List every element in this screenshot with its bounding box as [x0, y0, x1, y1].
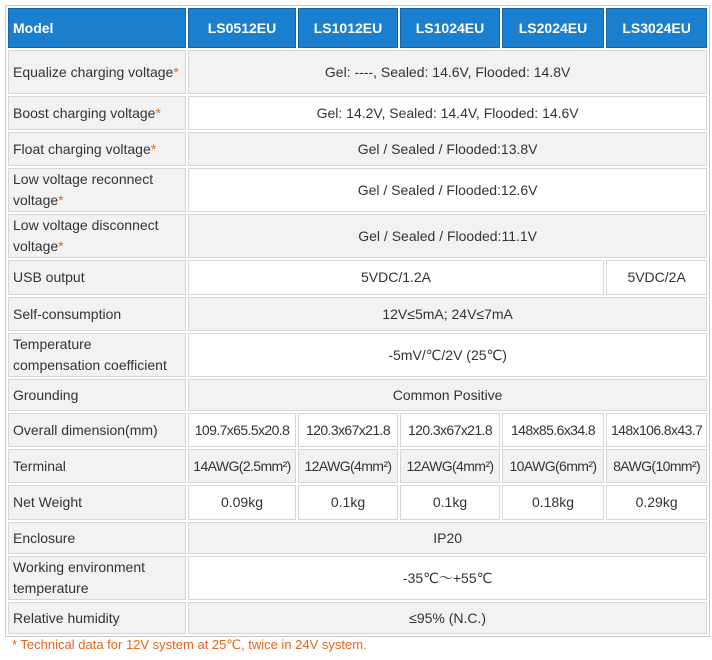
- asterisk: *: [173, 63, 179, 80]
- row-value: 8AWG(10mm²): [606, 449, 707, 483]
- row-value: ≤95% (N.C.): [188, 602, 707, 634]
- header-row: [8, 8, 707, 48]
- row-label: [8, 96, 186, 130]
- row-label: Overall dimension(mm): [8, 413, 186, 447]
- row-enclosure: [8, 522, 707, 554]
- row-label: Grounding: [8, 379, 186, 411]
- row-value: -35℃～+55℃: [188, 556, 707, 600]
- spec-table: [6, 6, 709, 636]
- row-value: 12V≤5mA; 24V≤7mA: [188, 297, 707, 331]
- model-header-ls1024eu: LS1024EU: [400, 8, 500, 48]
- row-value: 148x85.6x34.8: [502, 413, 604, 447]
- row-value: -5mV/℃/2V (25℃): [188, 333, 707, 377]
- row-label: [8, 214, 186, 258]
- label-text: Boost charging voltage: [13, 104, 156, 121]
- row-value: 120.3x67x21.8: [298, 413, 398, 447]
- model-header-ls0512eu: LS0512EU: [188, 8, 296, 48]
- row-weight: [8, 485, 707, 520]
- asterisk: *: [155, 104, 161, 121]
- row-label: Enclosure: [8, 522, 186, 554]
- asterisk: *: [58, 238, 64, 254]
- row-value: 12AWG(4mm²): [298, 449, 398, 483]
- row-label: Terminal: [8, 449, 186, 483]
- row-float: [8, 132, 707, 166]
- row-value: Gel: ----, Sealed: 14.6V, Flooded: 14.8V: [188, 50, 707, 94]
- row-self-consumption: [8, 297, 707, 331]
- row-value: 14AWG(2.5mm²): [188, 449, 296, 483]
- row-usb: [8, 260, 707, 295]
- model-header-ls3024eu: LS3024EU: [606, 8, 707, 48]
- row-value: 148x106.8x43.7: [606, 413, 707, 447]
- row-value: 120.3x67x21.8: [400, 413, 500, 447]
- row-value: IP20: [188, 522, 707, 554]
- row-dimension: [8, 413, 707, 447]
- model-header-ls2024eu: LS2024EU: [502, 8, 604, 48]
- row-lv-disconnect: [8, 214, 707, 258]
- row-working-temp: [8, 556, 707, 600]
- row-grounding: [8, 379, 707, 411]
- row-label: USB output: [8, 260, 186, 295]
- label-text: Float charging voltage: [13, 140, 151, 157]
- row-value: Gel / Sealed / Flooded:11.1V: [188, 214, 707, 258]
- row-label: Working environment temperature: [8, 556, 186, 600]
- row-value: Gel: 14.2V, Sealed: 14.4V, Flooded: 14.6V: [188, 96, 707, 130]
- row-value: 0.1kg: [298, 485, 398, 520]
- row-value: 0.09kg: [188, 485, 296, 520]
- row-value: 5VDC/1.2A: [188, 260, 604, 295]
- row-label: [8, 168, 186, 212]
- row-value: 12AWG(4mm²): [400, 449, 500, 483]
- asterisk: *: [150, 140, 157, 157]
- row-humidity: [8, 602, 707, 634]
- row-temp-comp: [8, 333, 707, 377]
- row-terminal: [8, 449, 707, 483]
- label-text: Low voltage disconnect voltage: [13, 217, 159, 254]
- row-label: Relative humidity: [8, 602, 186, 634]
- row-value: 10AWG(6mm²): [502, 449, 604, 483]
- row-value: Common Positive: [188, 379, 707, 411]
- row-label: Net Weight: [8, 485, 186, 520]
- model-header-ls1012eu: LS1012EU: [298, 8, 398, 48]
- footnote: * Technical data for 12V system at 25℃, twice in 24V system.: [12, 637, 367, 652]
- row-value: 0.18kg: [502, 485, 604, 520]
- row-value: Gel / Sealed / Flooded:13.8V: [188, 132, 707, 166]
- model-header: Model: [8, 8, 186, 48]
- row-value: Gel / Sealed / Flooded:12.6V: [188, 168, 707, 212]
- label-text: Low voltage reconnect voltage: [13, 171, 154, 208]
- row-value: 109.7x65.5x20.8: [188, 413, 296, 447]
- row-value: 0.29kg: [606, 485, 707, 520]
- row-label: Self-consumption: [8, 297, 186, 331]
- asterisk: *: [58, 192, 64, 208]
- row-label: [8, 50, 186, 94]
- row-equalize: [8, 50, 707, 94]
- label-text: Equalize charging voltage: [13, 63, 174, 80]
- row-lv-reconnect: [8, 168, 707, 212]
- row-value: 5VDC/2A: [606, 260, 707, 295]
- row-label: Temperature compensation coefficient: [8, 333, 186, 377]
- row-value: 0.1kg: [400, 485, 500, 520]
- row-boost: [8, 96, 707, 130]
- row-label: [8, 132, 186, 166]
